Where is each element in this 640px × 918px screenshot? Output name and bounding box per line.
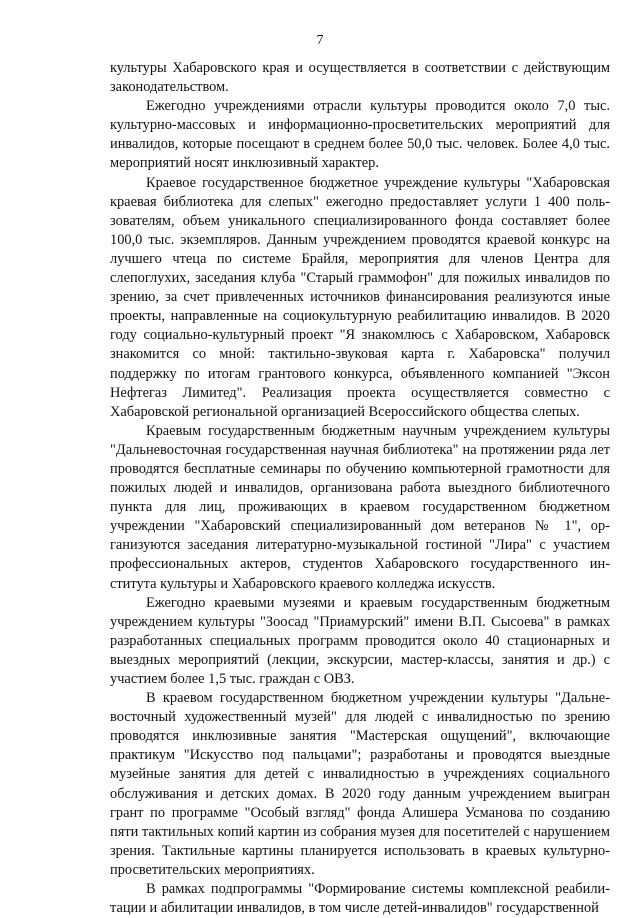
page-number: 7: [316, 33, 324, 48]
paragraph-4: Краевым государственным бюджетным научным учреждением культуры "Дальневосточная государственная научная библиотека" на протяжении ряда лет проводятся бесплатные семинары по обучению компьютерной грамотности для пожилых людей и инвалидов, организована работа выездного библиотечного пункта для лиц, проживающих в краевом государственном бюджетном учреждении "Хабаровский специализированный дом ветеранов № 1", организуются заседания литературно-музыкальной гостиной "Лира" с участием профессиональных актеров, студентов Хабаровского государственного института культуры и Хабаровского краевого колледжа искусств.: [110, 422, 610, 592]
body-text: [110, 59, 610, 918]
paragraph-7: В рамках подпрограммы "Формирование системы комплексной реабилитации и абилитации инвалидов, в том числе детей-инвалидов" государственной: [110, 881, 610, 917]
paragraph-5: Ежегодно краевыми музеями и краевым государственным бюджетным учреждением культуры "Зоосад "Приамурский" имени В.П. Сысоева" в рамках разработанных специальных программ проводится около 40 стационарных и выездных мероприятий (лекции, экскурсии, мастер-классы, занятия и др.) с участием более 1,5 тыс. граждан с ОВЗ.: [110, 594, 610, 687]
paragraph-2: Ежегодно учреждениями отрасли культуры проводится около 7,0 тыс. культурно-массовых и информационно-просветительских мероприятий для инвалидов, которые посещают в среднем более 50,0 тыс. человек. Более 4,0 тыс. мероприятий носят инклюзивный характер.: [110, 98, 610, 172]
paragraph-6: В краевом государственном бюджетном учреждении культуры "Дальневосточный художественный музей" для людей с инвалидностью по зрению проводятся инклюзивные занятия "Мастерская ощущений", включающие практикум "Искусство под пальцами"; разработаны и проводятся выездные музейные занятия для детей с инвалидностью в учреждениях социального обслуживания и детских домах. В 2020 году данным учреждением выигран грант по программе "Особый взгляд" фонда Алишера Усманова по созданию пяти тактильных копий картин из собрания музея для посетителей с нарушением зрения. Тактильные картины планируется использовать в краевых культурно-просветительских мероприятиях.: [110, 690, 610, 878]
paragraph-1: культуры Хабаровского края и осуществляется в соответствии с действующим законодательством.: [110, 60, 610, 96]
paragraph-3: Краевое государственное бюджетное учреждение культуры "Хабаровская краевая библиотека для слепых" ежегодно предоставляет услуги 1 400 пользователям, объем уникального специализированного фонда составляет более 100,0 тыс. экземпляров. Данным учреждением проводятся краевой конкурс на лучшего чтеца по системе Брайля, мероприятия для членов Центра для слепоглухих, заседания клуба "Старый граммофон" для пожилых инвалидов по зрению, за счет привлеченных источников финансирования реализуются иные проекты, направленные на социокультурную реабилитацию инвалидов. В 2020 году социально-культурный проект "Я знакомлюсь с Хабаровском, Хабаровск знакомится со мной: тактильно-звуковая карта г. Хабаровска" получил поддержку по итогам грантового конкурса, объявленного компанией "Эксон Нефтегаз Лимитед". Реализация проекта осуществляется совместно с Хабаровской региональной организацией Всероссийского общества слепых.: [110, 174, 610, 420]
